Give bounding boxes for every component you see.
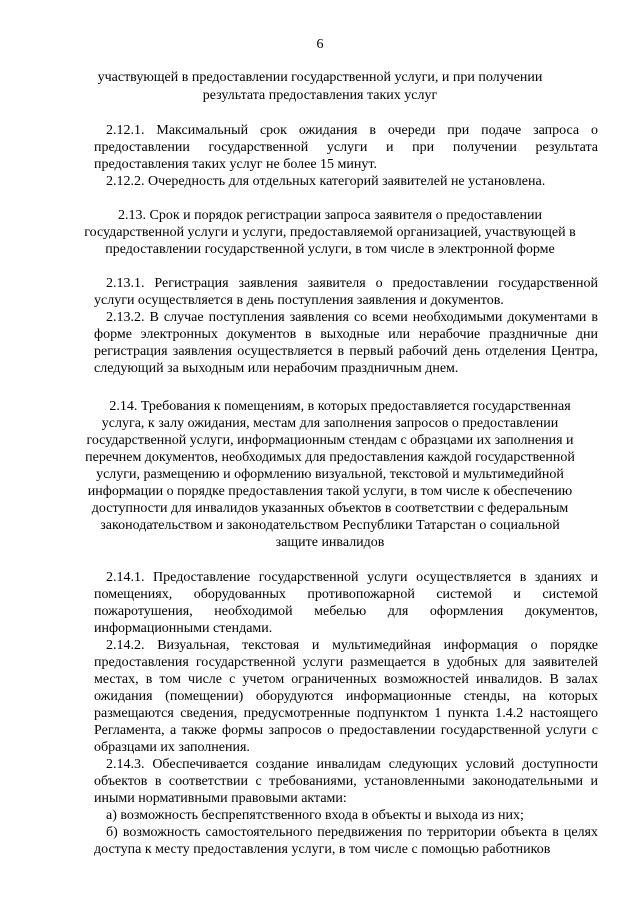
paragraph-2-12-2: 2.12.2. Очередность для отдельных категорий заявителей не установлена. — [106, 174, 546, 189]
heading-2-14-line-2: услуга, к залу ожидания, местам для заполнения запросов о предоставлении — [101, 416, 559, 431]
heading-cont-line-1: участвующей в предоставлении государственной услуги, и при получении — [97, 70, 543, 85]
heading-2-14-line-9: защите инвалидов — [275, 535, 385, 550]
heading-2-14-line-1: 2.14. Требования к помещениям, в которых предоставляется государственная — [109, 399, 571, 414]
paragraph-2-12-1: 2.12.1. Максимальный срок ожидания в очереди при подаче запроса о предоставлении государственной услуги и при получении результата предоставления таких услуг не более 15 минут. — [94, 123, 598, 172]
heading-2-14-line-4: перечнем документов, необходимых для предоставления каждой государственной — [85, 450, 575, 465]
paragraph-2-14-2: 2.14.2. Визуальная, текстовая и мультимедийная информация о порядке предоставления государственной услуги размещается в удобных для заявителей местах, в том числе с учетом ограниченных возможностей инвалидов. В залах ожидания (помещении) оборудуются информационные стенды, на которых размещаются сведения, предусмотренные подпунктом 1 пункта 1.4.2 настоящего Регламента, а также формы запросов о предоставлении государственной услуги с образцами их заполнения. — [94, 638, 598, 755]
heading-2-13-line-2: государственной услуги и услуги, предоставляемой организацией, участвующей в — [84, 225, 576, 240]
heading-2-14-line-8: законодательством и законодательством Республики Татарстан о социальной — [100, 518, 560, 533]
heading-2-13-line-1: 2.13. Срок и порядок регистрации запроса заявителя о предоставлении — [118, 208, 542, 223]
heading-2-14-line-6: информации о порядке предоставления такой услуги, в том числе к обеспечению — [87, 484, 573, 499]
paragraph-2-14-3: 2.14.3. Обеспечивается создание инвалидам следующих условий доступности объектов в соответствии с требованиями, установленными законодательными и иными нормативными правовыми актами: — [94, 757, 598, 806]
list-item-b: б) возможность самостоятельного передвижения по территории объекта в целях доступа к месту предоставления услуги, в том числе с помощью работников — [94, 825, 598, 857]
heading-2-14-line-5: услуги, размещению и оформлению визуальной, текстовой и мультимедийной — [96, 467, 564, 482]
heading-cont-line-2: результата предоставления таких услуг — [202, 88, 438, 103]
list-item-a: а) возможность беспрепятственного входа в объекты и выхода из них; — [106, 808, 524, 823]
heading-2-14-line-3: государственной услуги, информационным стендам с образцами их заполнения и — [86, 433, 574, 448]
paragraph-2-13-1: 2.13.1. Регистрация заявления заявителя о предоставлении государственной услуги осуществляется в день поступления заявления и документов. — [94, 276, 598, 308]
paragraph-2-13-2: 2.13.2. В случае поступления заявления со всеми необходимыми документами в форме электронных документов в выходные или нерабочие праздничные дни регистрация заявления осуществляется в первый рабочий день отделения Центра, следующий за выходным или нерабочим праздничным днем. — [94, 310, 598, 376]
page-number: 6 — [316, 37, 324, 52]
paragraph-2-14-1: 2.14.1. Предоставление государственной услуги осуществляется в зданиях и помещениях, оборудованных противопожарной системой и системой пожаротушения, необходимой мебелью для оформления документов, информационными стендами. — [94, 570, 598, 636]
heading-2-14-line-7: доступности для инвалидов указанных объектов в соответствии с федеральным — [91, 501, 569, 516]
heading-2-13-line-3: предоставлении государственной услуги, в том числе в электронной форме — [105, 242, 555, 257]
